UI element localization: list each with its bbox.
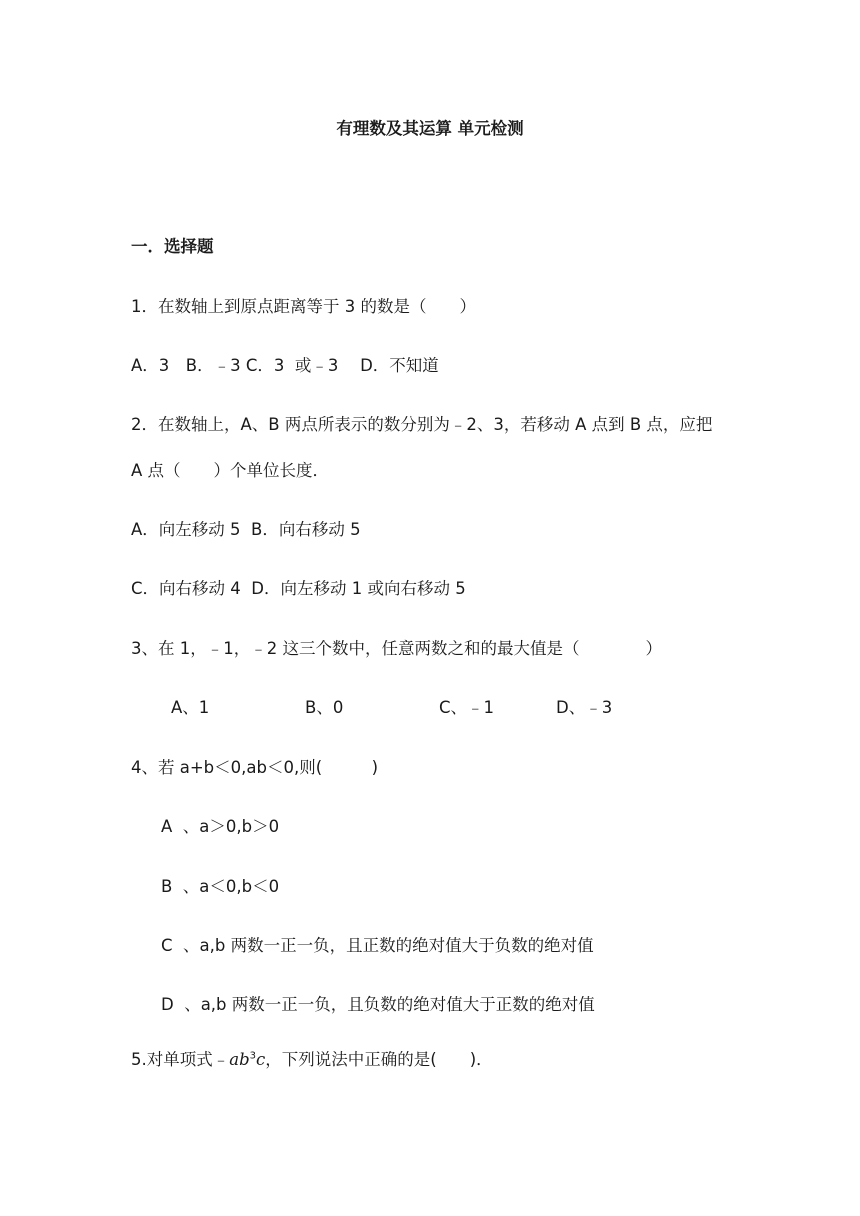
question-3-option-a: A、1 [171, 698, 210, 717]
question-3-option-c: C、﹣1 [439, 698, 495, 717]
question-4-option-d: D 、a,b 两数一正一负，且负数的绝对值大于正数的绝对值 [161, 995, 595, 1014]
question-2-options-line-2: C．向右移动 4 D．向左移动 1 或向右移动 5 [131, 579, 466, 598]
question-4-option-a: A 、a＞0,b＞0 [161, 817, 280, 836]
monomial-base: ab [229, 1050, 250, 1069]
section-heading: 一．选择题 [131, 237, 214, 256]
question-1-options: A．3 B．﹣3 C．3 或﹣3 D．不知道 [131, 356, 439, 375]
question-1-stem: 1．在数轴上到原点距离等于 3 的数是（ ） [131, 297, 476, 316]
question-4-stem: 4、若 a+b＜0,ab＜0,则( ) [131, 758, 379, 777]
question-4-option-b: B 、a＜0,b＜0 [161, 877, 280, 896]
question-2-stem-line-2: A 点（ ）个单位长度． [131, 461, 330, 480]
question-3-option-d: D、﹣3 [556, 698, 613, 717]
question-5-prefix: 5.对单项式﹣ [131, 1050, 230, 1069]
question-4-option-c: C 、a,b 两数一正一负，且正数的绝对值大于负数的绝对值 [161, 936, 594, 955]
question-2-options-line-1: A．向左移动 5 B．向右移动 5 [131, 520, 361, 539]
question-5-suffix: ，下列说法中正确的是( )． [265, 1050, 493, 1069]
monomial-suffix: c [256, 1050, 266, 1069]
question-3-option-b: B、0 [305, 698, 344, 717]
question-3-stem: 3、在 1，﹣1，﹣2 这三个数中，任意两数之和的最大值是（ ） [131, 639, 662, 658]
monomial-exponent: 3 [249, 1050, 257, 1062]
question-5-stem [131, 1049, 493, 1071]
question-2-stem-line-1: 2．在数轴上，A、B 两点所表示的数分别为﹣2、3，若移动 A 点到 B 点，应把 [131, 415, 713, 434]
document-title: 有理数及其运算 单元检测 [336, 119, 524, 138]
